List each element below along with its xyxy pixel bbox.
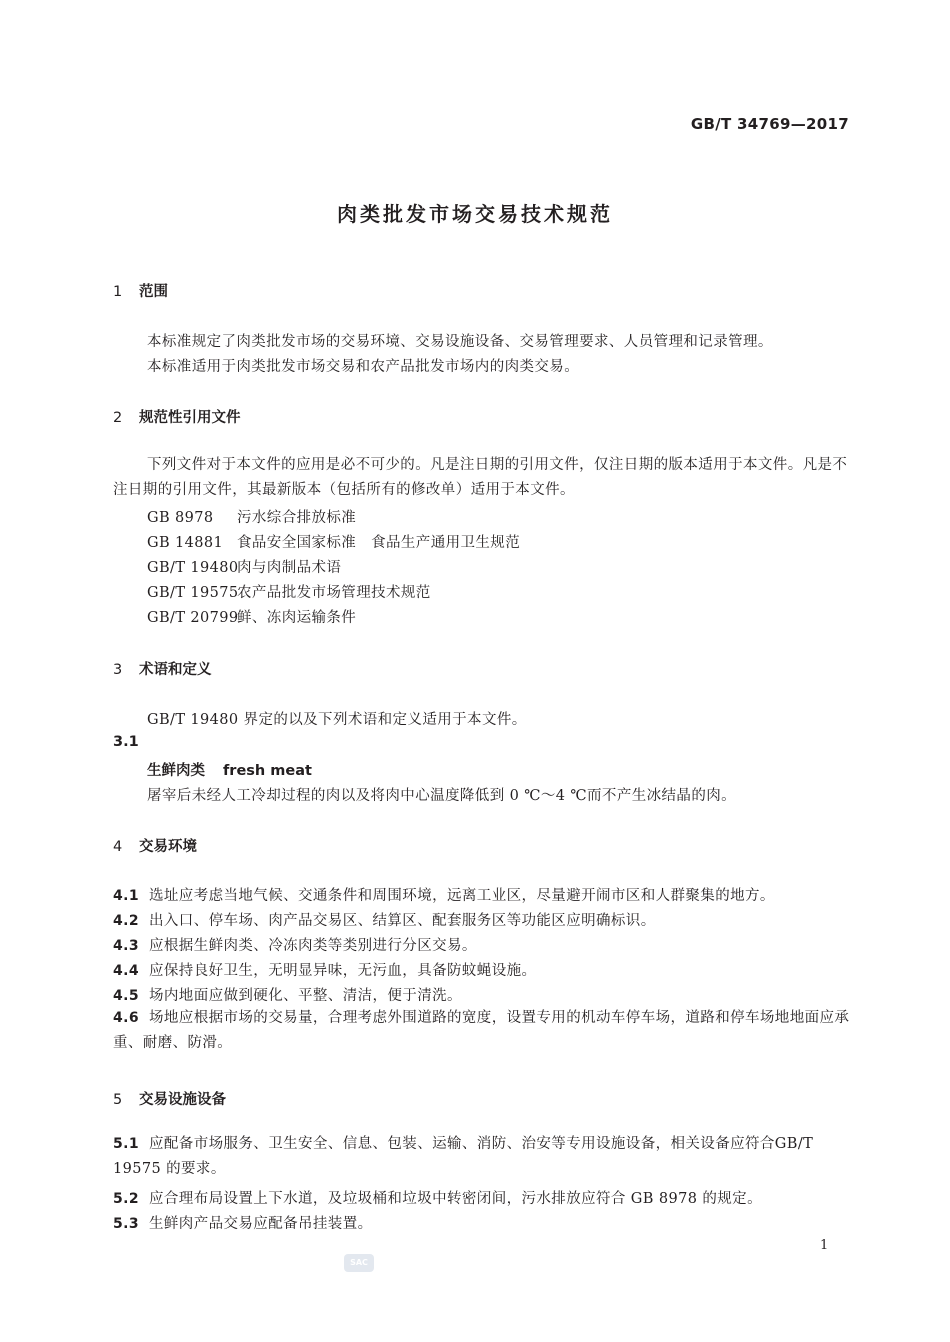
reference-item — [147, 556, 341, 577]
section-number: 5 — [113, 1092, 123, 1108]
clause-text: 场地应根据市场的交易量，合理考虑外围道路的宽度，设置专用的机动车停车场，道路和停车场地地面应承重、耐磨、防滑。 — [113, 1010, 850, 1051]
section-title: 术语和定义 — [139, 662, 212, 678]
reference-name: 农产品批发市场管理技术规范 — [237, 585, 431, 601]
clause-number: 5.3 — [113, 1216, 140, 1232]
paragraph: 本标准适用于肉类批发市场交易和农产品批发市场内的肉类交易。 — [147, 359, 580, 375]
document-title: 肉类批发市场交易技术规范 — [337, 202, 613, 226]
section-title: 交易环境 — [139, 839, 197, 855]
clause-number: 4.5 — [113, 988, 140, 1004]
clause-number: 5.1 — [113, 1136, 140, 1152]
section-title: 规范性引用文件 — [139, 410, 241, 426]
reference-item — [147, 581, 431, 602]
reference-name: 肉与肉制品术语 — [237, 560, 342, 576]
reference-name: 鲜、冻肉运输条件 — [237, 610, 357, 626]
clause-text: 选址应考虑当地气候、交通条件和周围环境，远离工业区，尽量避开闹市区和人群聚集的地方。 — [149, 888, 775, 904]
standard-code: GB/T 34769—2017 — [690, 115, 849, 133]
clause — [113, 884, 775, 905]
clause — [113, 984, 462, 1005]
reference-code: GB 14881 — [147, 535, 224, 551]
clause — [113, 1212, 373, 1233]
clause-text: 场内地面应做到硬化、平整、清洁，便于清洗。 — [149, 988, 462, 1004]
clause-number: 4.1 — [113, 888, 140, 904]
page-number: 1 — [820, 1238, 829, 1253]
clause — [113, 934, 477, 955]
clause — [113, 909, 656, 930]
term-heading — [147, 759, 312, 780]
clause-text: 应保持良好卫生，无明显异味，无污血，具备防蚊蝇设施。 — [149, 963, 537, 979]
clause — [113, 1006, 853, 1056]
reference-name: 污水综合排放标准 — [237, 510, 357, 526]
term-chinese: 生鲜肉类 — [147, 763, 205, 779]
section-1-heading — [113, 280, 168, 301]
reference-item — [147, 506, 356, 527]
section-number: 1 — [113, 284, 123, 300]
reference-item — [147, 531, 520, 552]
clause — [113, 1187, 762, 1208]
section-title: 交易设施设备 — [139, 1092, 226, 1108]
sac-watermark-logo: SAC — [344, 1254, 374, 1272]
reference-code: GB/T 20799 — [147, 610, 239, 626]
section-4-heading — [113, 835, 197, 856]
clause-number: 5.2 — [113, 1191, 140, 1207]
section-3-heading — [113, 658, 212, 679]
clause — [113, 1132, 853, 1182]
clause-text: 出入口、停车场、肉产品交易区、结算区、配套服务区等功能区应明确标识。 — [149, 913, 656, 929]
term-definition: 屠宰后未经人工冷却过程的肉以及将肉中心温度降低到 0 ℃～4 ℃而不产生冰结晶的肉。 — [147, 788, 737, 804]
paragraph: GB/T 19480 界定的以及下列术语和定义适用于本文件。 — [147, 712, 527, 728]
paragraph: 本标准规定了肉类批发市场的交易环境、交易设施设备、交易管理要求、人员管理和记录管理。 — [147, 334, 773, 350]
reference-item — [147, 606, 356, 627]
clause-text: 应配备市场服务、卫生安全、信息、包装、运输、消防、治安等专用设施设备，相关设备应符合GB/T 19575 的要求。 — [113, 1136, 814, 1177]
section-5-heading — [113, 1088, 226, 1109]
clause-number: 4.6 — [113, 1010, 140, 1026]
clause-number: 4.2 — [113, 913, 140, 929]
section-number: 3 — [113, 662, 123, 678]
reference-code: GB/T 19480 — [147, 560, 239, 576]
reference-code: GB 8978 — [147, 510, 214, 526]
reference-name: 食品安全国家标准 食品生产通用卫生规范 — [237, 535, 521, 551]
section-title: 范围 — [139, 284, 168, 300]
reference-code: GB/T 19575 — [147, 585, 239, 601]
term-number: 3.1 — [113, 734, 139, 750]
section-number: 2 — [113, 410, 123, 426]
section-number: 4 — [113, 839, 123, 855]
clause-text: 生鲜肉产品交易应配备吊挂装置。 — [149, 1216, 373, 1232]
paragraph: 下列文件对于本文件的应用是必不可少的。凡是注日期的引用文件，仅注日期的版本适用于本文件。凡是不注日期的引用文件，其最新版本（包括所有的修改单）适用于本文件。 — [113, 457, 848, 498]
term-english: fresh meat — [223, 763, 312, 779]
clause-text: 应根据生鲜肉类、冷冻肉类等类别进行分区交易。 — [149, 938, 477, 954]
clause-text: 应合理布局设置上下水道，及垃圾桶和垃圾中转密闭间，污水排放应符合 GB 8978 的规定。 — [149, 1191, 762, 1207]
section-2-heading — [113, 406, 241, 427]
clause — [113, 959, 536, 980]
clause-number: 4.3 — [113, 938, 140, 954]
clause-number: 4.4 — [113, 963, 140, 979]
